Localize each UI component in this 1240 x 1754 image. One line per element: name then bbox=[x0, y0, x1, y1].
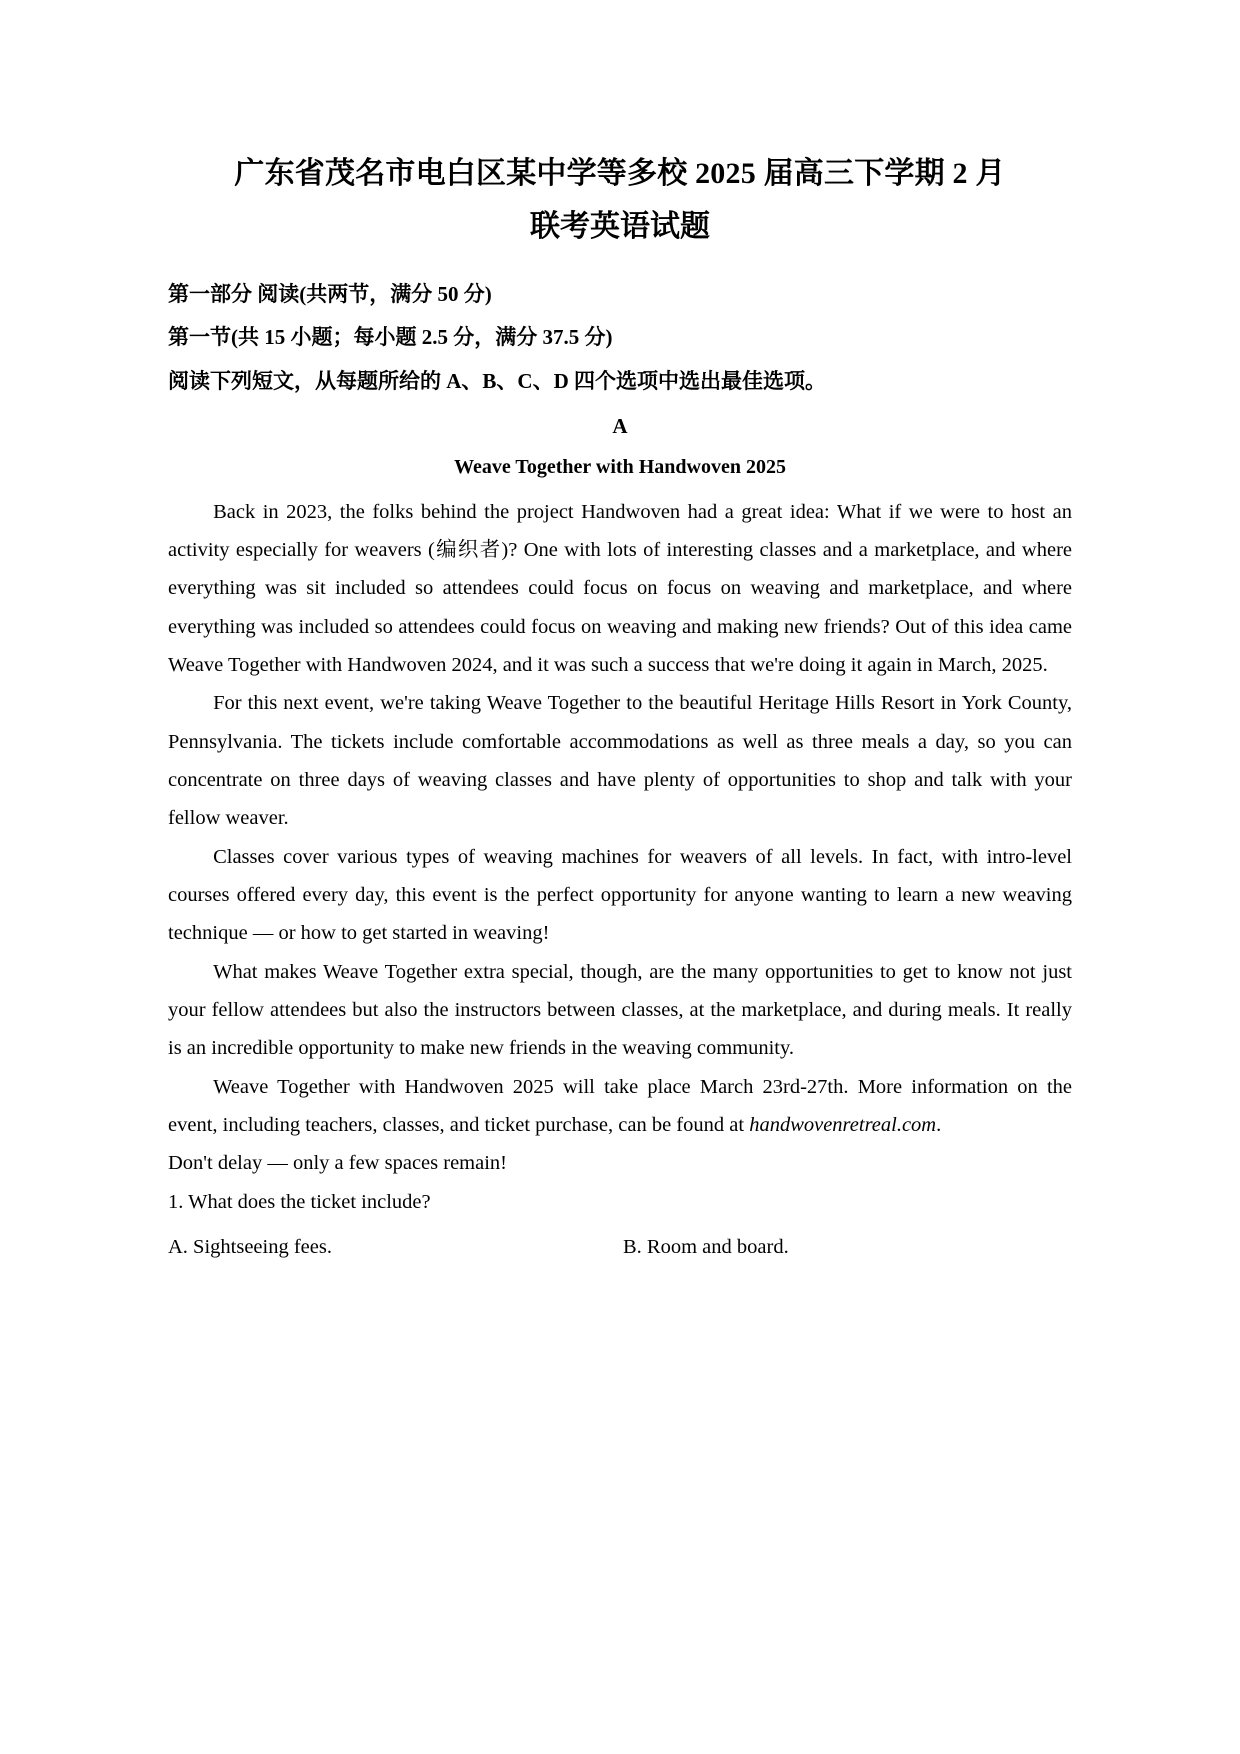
section-one-heading: 第一节(共 15 小题；每小题 2.5 分，满分 37.5 分) bbox=[168, 325, 613, 350]
passage-title: Weave Together with Handwoven 2025 bbox=[454, 455, 786, 478]
final-paragraph-text-before-url: Weave Together with Handwoven 2025 will take place March 23rd-27th. More information on the event, including teachers, classes, and ticket purchase, can be found at bbox=[168, 1075, 1072, 1137]
passage-letter: A bbox=[612, 413, 628, 438]
passage-paragraph: Back in 2023, the folks behind the project Handwoven had a great idea: What if we were to host an activity especially for weavers (编织者)? One with lots of interesting classes and a marketplace, and where everything was sit included so attendees could focus on focus on weaving and marketplace, and where everything was included so attendees could focus on weaving and making new friends? Out of this idea came Weave Together with Handwoven 2024, and it was such a success that we're doing it again in March, 2025. bbox=[168, 500, 1072, 677]
options-spacer bbox=[168, 1221, 1072, 1228]
passage-paragraph: Classes cover various types of weaving machines for weavers of all levels. In fact, with intro-level courses offered every day, this event is the perfect opportunity for anyone wanting to learn a new weaving technique — or how to get started in weaving! bbox=[168, 845, 1072, 945]
passage-paragraph: What makes Weave Together extra special, though, are the many opportunities to get to know not just your fellow attendees but also the instructors between classes, at the marketplace, and during meals. It really is an incredible opportunity to make new friends in the weaving community. bbox=[168, 960, 1072, 1060]
document-title-line-1: 广东省茂名市电白区某中学等多校 2025 届高三下学期 2 月 bbox=[234, 157, 1006, 190]
final-paragraph-text-after-url: . bbox=[936, 1114, 942, 1137]
document-title-line-2: 联考英语试题 bbox=[530, 209, 710, 243]
question-1-option-a[interactable]: A. Sightseeing fees. bbox=[168, 1236, 332, 1259]
part-one-heading: 第一部分 阅读(共两节，满分 50 分) bbox=[168, 282, 492, 307]
question-1-options bbox=[168, 1228, 1072, 1266]
passage-paragraph: For this next event, we're taking Weave Together to the beautiful Heritage Hills Resort in York County, Pennsylvania. The tickets include comfortable accommodations as well as three meals a day, so you can concentrate on three days of weaving classes and have plenty of opportunities to shop and talk with your fellow weaver. bbox=[168, 692, 1072, 830]
passage-closing-line: Don't delay — only a few spaces remain! bbox=[168, 1152, 507, 1175]
question-1-stem: 1. What does the ticket include? bbox=[168, 1190, 431, 1213]
retreat-website-url: handwovenretreal.com bbox=[749, 1114, 937, 1137]
question-1-option-b[interactable]: B. Room and board. bbox=[623, 1236, 789, 1259]
passage-final-paragraph bbox=[168, 1068, 1072, 1145]
reading-instruction: 阅读下列短文，从每题所给的 A、B、C、D 四个选项中选出最佳选项。 bbox=[168, 368, 827, 393]
